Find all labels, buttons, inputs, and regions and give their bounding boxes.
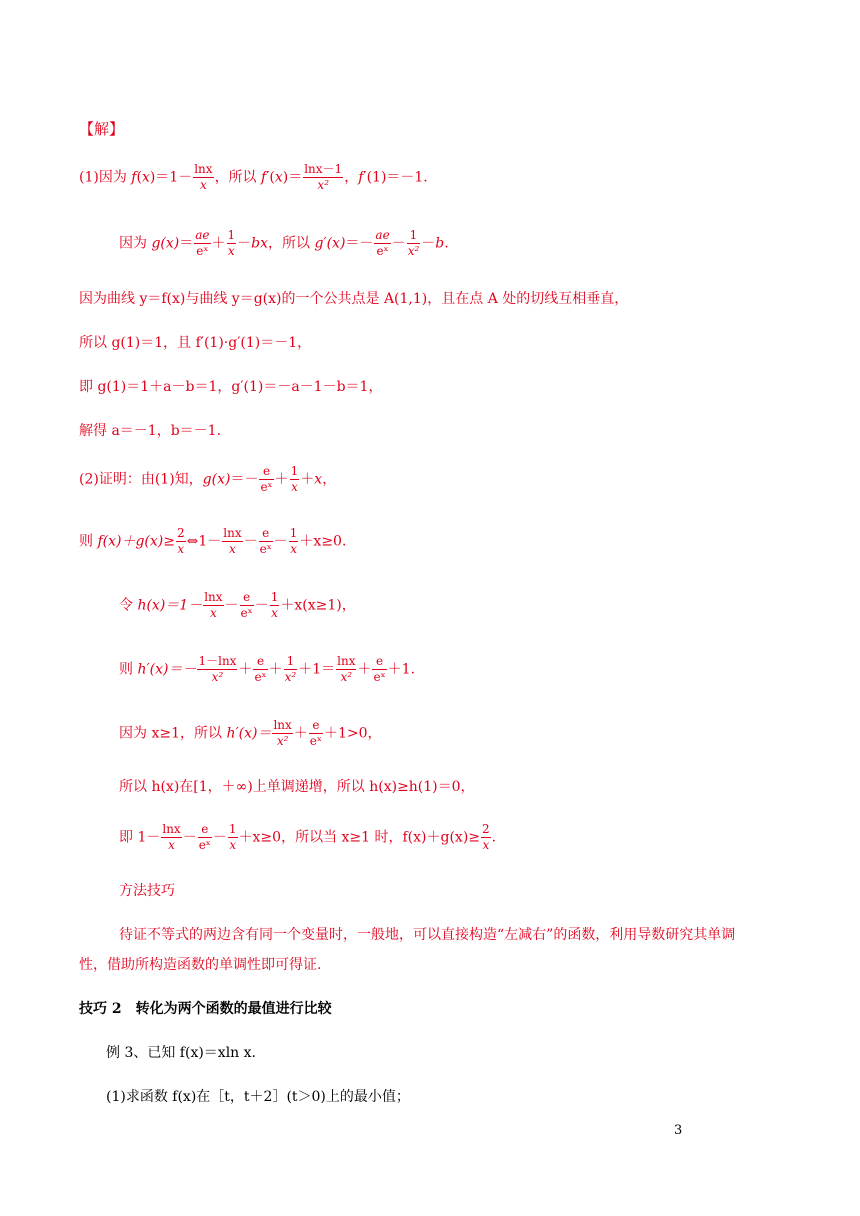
proof-line-1: (2)证明：由(1)知，g(x)＝－ $\frac{e}{\text{eˣ}}$ ＋ $\frac{1}{x}$ ＋x，	[79, 464, 337, 494]
fraction: $\frac{\ln x}{x}$	[194, 162, 213, 192]
solution-line-6: 解得 a＝－1，b＝－1.	[79, 423, 222, 439]
fraction: $\frac{e}{\text{eˣ}}$	[254, 654, 267, 684]
proof-line-4: 则 h′(x)＝－ $\frac{1-\ln x}{\text{x²}}$ ＋ $\frac{e}{\text{eˣ}}$ ＋ $\frac{1}{\text{x²}}$ ＋1＝ $\frac{\ln x}{\text{x²}}$ ＋ $\frac{e}{\text{eˣ}}$ ＋1.	[119, 654, 416, 684]
fraction: $\frac{ae}{\text{eˣ}}$	[195, 228, 210, 258]
solution-line-2: 因为 g(x)＝ $\frac{ae}{\text{eˣ}}$ ＋ $\frac{1}{x}$ －bx，所以 g′(x)＝－ $\frac{ae}{\text{eˣ}}$ － $\frac{1}{\text{x²}}$ －b.	[119, 228, 449, 258]
fraction: $\frac{1}{x}$	[290, 464, 299, 494]
example-line: 例 3、已知 f(x)＝xln x.	[106, 1045, 256, 1061]
fraction: $\frac{e}{\text{eˣ}}$	[309, 718, 322, 748]
fraction: $\frac{\ln x}{x}$	[223, 526, 242, 556]
fraction: $\frac{1}{\text{x²}}$	[407, 228, 420, 258]
fraction: $\frac{ae}{\text{eˣ}}$	[375, 228, 390, 258]
fraction: $\frac{2}{x}$	[482, 822, 490, 852]
fraction: $\frac{e}{\text{eˣ}}$	[240, 590, 253, 620]
fraction: $\frac{\ln x}{x}$	[162, 822, 181, 852]
fraction: $\frac{\ln x}{x}$	[204, 590, 223, 620]
fraction: $\frac{1-\ln x}{\text{x²}}$	[198, 654, 237, 684]
method-text-line-2: 性，借助所构造函数的单调性即可得证.	[79, 957, 322, 973]
solution-line-1: (1)因为 f(x)＝1－ $\frac{\ln x}{x}$ ，所以 f′(x)＝ $\frac{\ln x-1}{\text{x²}}$ ，f′(1)＝－1.	[79, 162, 428, 192]
fraction: $\frac{\ln x}{\text{x²}}$	[337, 654, 356, 684]
solution-line-3: 因为曲线 y＝f(x)与曲线 y＝g(x)的一个公共点是 A(1,1)，且在点 A 处的切线互相垂直，	[79, 291, 629, 307]
fraction: $\frac{e}{\text{eˣ}}$	[198, 822, 211, 852]
question-line: (1)求函数 f(x)在［t，t＋2］(t＞0)上的最小值；	[106, 1089, 410, 1105]
fraction: $\frac{2}{x}$	[176, 526, 185, 556]
solution-line-5: 即 g(1)＝1＋a－b＝1，g′(1)＝－a－1－b＝1，	[79, 379, 383, 395]
section-heading: 技巧 2 转化为两个函数的最值进行比较	[79, 1001, 332, 1017]
fraction: $\frac{e}{\text{eˣ}}$	[373, 654, 386, 684]
proof-line-5: 因为 x≥1，所以 h′(x)＝ $\frac{\ln x}{\text{x²}}$ ＋ $\frac{e}{\text{eˣ}}$ ＋1>0，	[119, 718, 382, 748]
fraction: $\frac{e}{\text{eˣ}}$	[259, 526, 272, 556]
proof-line-3: 令 h(x)＝1－ $\frac{\ln x}{x}$ － $\frac{e}{\text{eˣ}}$ － $\frac{1}{x}$ ＋x(x≥1)，	[119, 590, 356, 620]
proof-line-6: 所以 h(x)在[1，＋∞)上单调递增，所以 h(x)≥h(1)＝0，	[119, 779, 475, 795]
fraction: $\frac{1}{x}$	[228, 822, 237, 852]
fraction: $\frac{1}{x}$	[270, 590, 279, 620]
fraction: $\frac{1}{x}$	[227, 228, 236, 258]
fraction: $\frac{1}{x}$	[289, 526, 298, 556]
fraction: $\frac{1}{\text{x²}}$	[284, 654, 297, 684]
method-text-line-1: 待证不等式的两边含有同一个变量时，一般地，可以直接构造“左减右”的函数，利用导数研究其单调	[119, 927, 736, 943]
page-number: 3	[674, 1123, 683, 1138]
solution-heading: 【解】	[79, 120, 125, 138]
proof-line-7: 即 1－ $\frac{\ln x}{x}$ － $\frac{e}{\text{eˣ}}$ － $\frac{1}{x}$ ＋x≥0，所以当 x≥1 时，f(x)＋g(x)≥ $\frac{2}{x}$ .	[119, 822, 497, 852]
fraction: $\frac{e}{\text{eˣ}}$	[260, 464, 273, 494]
method-title: 方法技巧	[119, 883, 175, 899]
fraction: $\frac{\ln x-1}{\text{x²}}$	[304, 162, 343, 192]
fraction: $\frac{\ln x}{\text{x²}}$	[273, 718, 292, 748]
solution-line-4: 所以 g(1)＝1，且 f′(1)·g′(1)＝－1，	[79, 335, 312, 351]
proof-line-2: 则 f(x)＋g(x)≥ $\frac{2}{x}$ ⇔1－ $\frac{\ln x}{x}$ － $\frac{e}{\text{eˣ}}$ － $\frac{1}{x}$ ＋x≥0.	[79, 526, 347, 556]
